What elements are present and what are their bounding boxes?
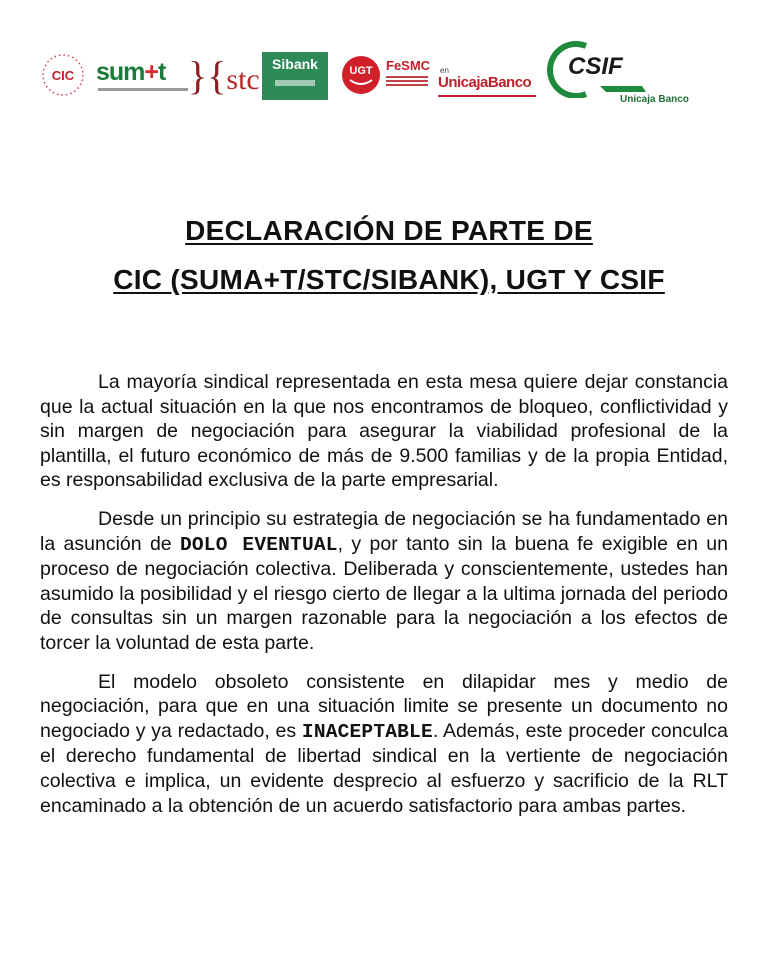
unicaja-prefix: en bbox=[440, 66, 449, 75]
ugt-logo bbox=[340, 54, 382, 96]
sumat-text-b: t bbox=[158, 58, 166, 86]
declaration-body bbox=[40, 370, 728, 832]
sumat-plus: + bbox=[144, 58, 159, 86]
paragraph-2-text-b: , y por tanto sin la buena fe exigible en un proceso de negociación colectiva. Deliberada y conscientemente, ustedes han asumido la posibilidad y el riesgo cierto de llegar a la ultima jornada del periodo de consultas sin un margen razonable para la negociación a los efectos de torcer la voluntad de esta parte. bbox=[40, 532, 728, 654]
cic-logo-text: CIC bbox=[51, 68, 75, 83]
paragraph-2 bbox=[40, 507, 728, 656]
declaration-title-line-1: DECLARACIÓN DE PARTE DE bbox=[185, 215, 593, 246]
csif-unicaja-text: Unicaja Banco bbox=[620, 94, 689, 105]
sumat-subline bbox=[98, 88, 188, 91]
sibank-text: Sibank bbox=[272, 56, 318, 72]
fesmc-subline bbox=[386, 76, 428, 88]
unicaja-underline bbox=[438, 95, 536, 97]
csif-logo bbox=[546, 40, 658, 98]
csif-logo-text: CSIF bbox=[568, 53, 623, 80]
stc-text: stc bbox=[226, 63, 260, 96]
paragraph-2-emphasis: DOLO EVENTUAL bbox=[179, 533, 338, 556]
paragraph-1: La mayoría sindical representada en esta mesa quiere dejar constancia que la actual situación en la que nos encontramos de bloqueo, conflictividad y sin margen de negociación para asegurar la viabilidad profesional de la plantilla, el futuro económico de más de 9.500 familias y de la propia Entidad, es responsabilidad exclusiva de la parte empresarial. bbox=[40, 371, 728, 492]
unicaja-banco-logo: UnicajaBanco bbox=[438, 74, 532, 91]
ugt-logo-text: UGT bbox=[349, 65, 373, 77]
paragraph-2-text-a: Desde un principio su estrategia de negociación se ha fundamentado en la asunción de bbox=[40, 507, 728, 555]
fesmc-text: FeSMC bbox=[386, 58, 431, 73]
paragraph-3 bbox=[40, 670, 728, 819]
sumat-text-a: sum bbox=[96, 58, 145, 86]
declaration-title-line-2: CIC (SUMA+T/STC/SIBANK), UGT Y CSIF bbox=[113, 264, 665, 295]
paragraph-3-emphasis: INACEPTABLE bbox=[301, 720, 433, 743]
logo-strip bbox=[40, 38, 740, 118]
sibank-logo bbox=[262, 52, 328, 100]
fesmc-logo bbox=[386, 58, 430, 88]
cic-logo bbox=[40, 52, 86, 98]
paragraph-3-text-a: El modelo obsoleto consistente en dilapidar mes y medio de negociación, para que en una situación limite se presente un documento no negociado y ya redactado, es bbox=[40, 670, 728, 742]
sumat-logo bbox=[96, 58, 165, 87]
stc-logo: }{stc bbox=[188, 53, 260, 98]
paragraph-3-text-b: . Además, este proceder conculca el derecho fundamental de libertad sindical en la vertiente de negociación colectiva e implica, un evidente desprecio al esfuerzo y sacrificio de la RLT encaminado a la obtención de un acuerdo satisfactorio para ambas partes. bbox=[40, 719, 728, 817]
sibank-subline bbox=[275, 80, 315, 86]
